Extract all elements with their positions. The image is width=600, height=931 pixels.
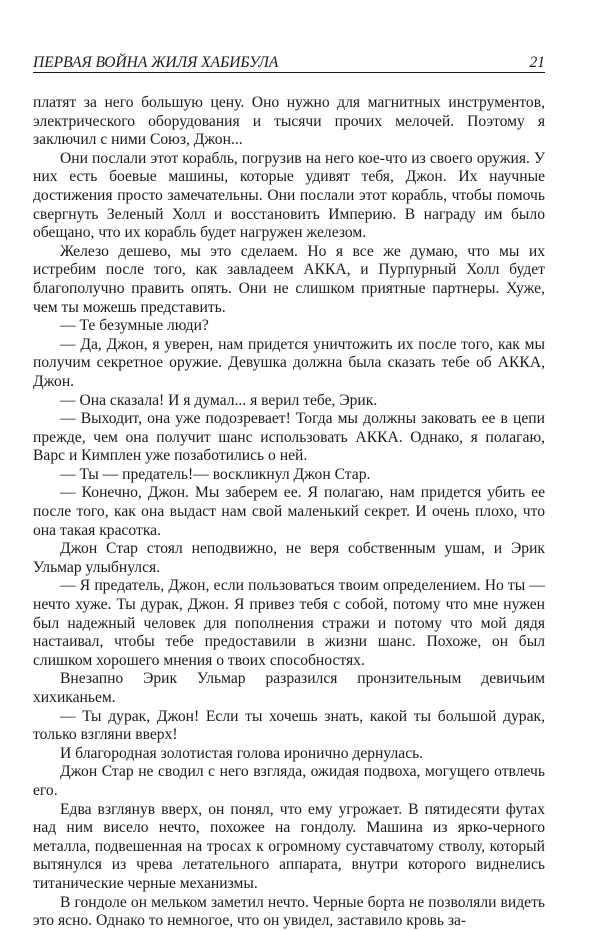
paragraph: Джон Стар не сводил с него взгляда, ожидая подвоха, могущего отвлечь его. — [33, 763, 545, 799]
paragraph: Они послали этот корабль, погрузив на него кое-что из своего оружия. У них есть боевые машины, которые удивят тебя, Джон. Их научные достижения просто замечательны. Они послали этот корабль, чтобы помочь свергнуть Зеленый Холл и восстановить Империю. В награду им было обещано, что их корабль будет нагружен железом. — [33, 149, 545, 242]
paragraph: Едва взглянув вверх, он понял, что ему угрожает. В пятидесяти футах над ним висело нечто, похожее на гондолу. Машина из ярко-черного металла, подвешенная на тросах к огромному суставчатому стволу, который вытянулся из чрева летательного аппарата, внутри которого виднелись титанические черные механизмы. — [33, 800, 545, 892]
paragraph: — Те безумные люди? — [60, 317, 209, 335]
page-number: 21 — [529, 54, 545, 71]
paragraph: — Конечно, Джон. Мы заберем ее. Я полагаю, нам придется убить ее после того, как она выдаст нам свой маленький секрет. И очень плохо, что она такая красотка. — [33, 484, 545, 539]
paragraph: И благородная золотистая голова иронично дернулась. — [60, 744, 424, 762]
paragraph: Железо дешево, мы это сделаем. Но я все же думаю, что мы их истребим после того, как завладеем АККА, и Пурпурный Холл будет благополучно править опять. Они не слишком приятные партнеры. Хуже, чем ты можешь представить. — [33, 242, 545, 316]
paragraph: В гондоле он мельком заметил нечто. Черные борта не позволяли видеть это ясно. Однако то немногое, что он увидел, заставило кровь за- — [33, 893, 545, 930]
paragraph: — Ты — предатель!— воскликнул Джон Стар. — [60, 465, 371, 483]
running-header — [33, 52, 545, 73]
paragraph: — Да, Джон, я уверен, нам придется уничтожить их после того, как мы получим секретное оружие. Девушка должна была сказать тебе об АККА, Джон. — [33, 335, 545, 390]
paragraph: Внезапно Эрик Ульмар разразился пронзительным девичьим хихиканьем. — [33, 670, 545, 706]
running-title: ПЕРВАЯ ВОЙНА ЖИЛЯ ХАБИБУЛА — [33, 54, 279, 71]
paragraph: — Я предатель, Джон, если пользоваться твоим определением. Но ты — нечто хуже. Ты дурак, Джон. Я привез тебя с собой, потому что мне нужен был надежный человек для пополнения стражи и потому что мой дядя настаивал, чтобы тебе предоставили в жизни шанс. Похоже, он был слишком хорошего мнения о твоих способностях. — [33, 577, 545, 669]
paragraph: — Выходит, она уже подозревает! Тогда мы должны заковать ее в цепи прежде, чем она получит шанс использовать АККА. Однако, я полагаю, Варс и Кимплен уже позаботились о ней. — [33, 410, 545, 465]
paragraph: Джон Стар стоял неподвижно, не веря собственным ушам, и Эрик Ульмар улыбнулся. — [33, 540, 545, 576]
page-body — [33, 94, 545, 931]
paragraph: — Ты дурак, Джон! Если ты хочешь знать, какой ты большой дурак, только взгляни вверх! — [33, 707, 545, 744]
paragraph: платят за него большую цену. Оно нужно для магнитных инструментов, электрического оборудования и тысячи прочих мелочей. Поэтому я заключил с ними Союз, Джон... — [33, 94, 545, 149]
paragraph: — Она сказала! И я думал... я верил тебе, Эрик. — [60, 391, 378, 409]
